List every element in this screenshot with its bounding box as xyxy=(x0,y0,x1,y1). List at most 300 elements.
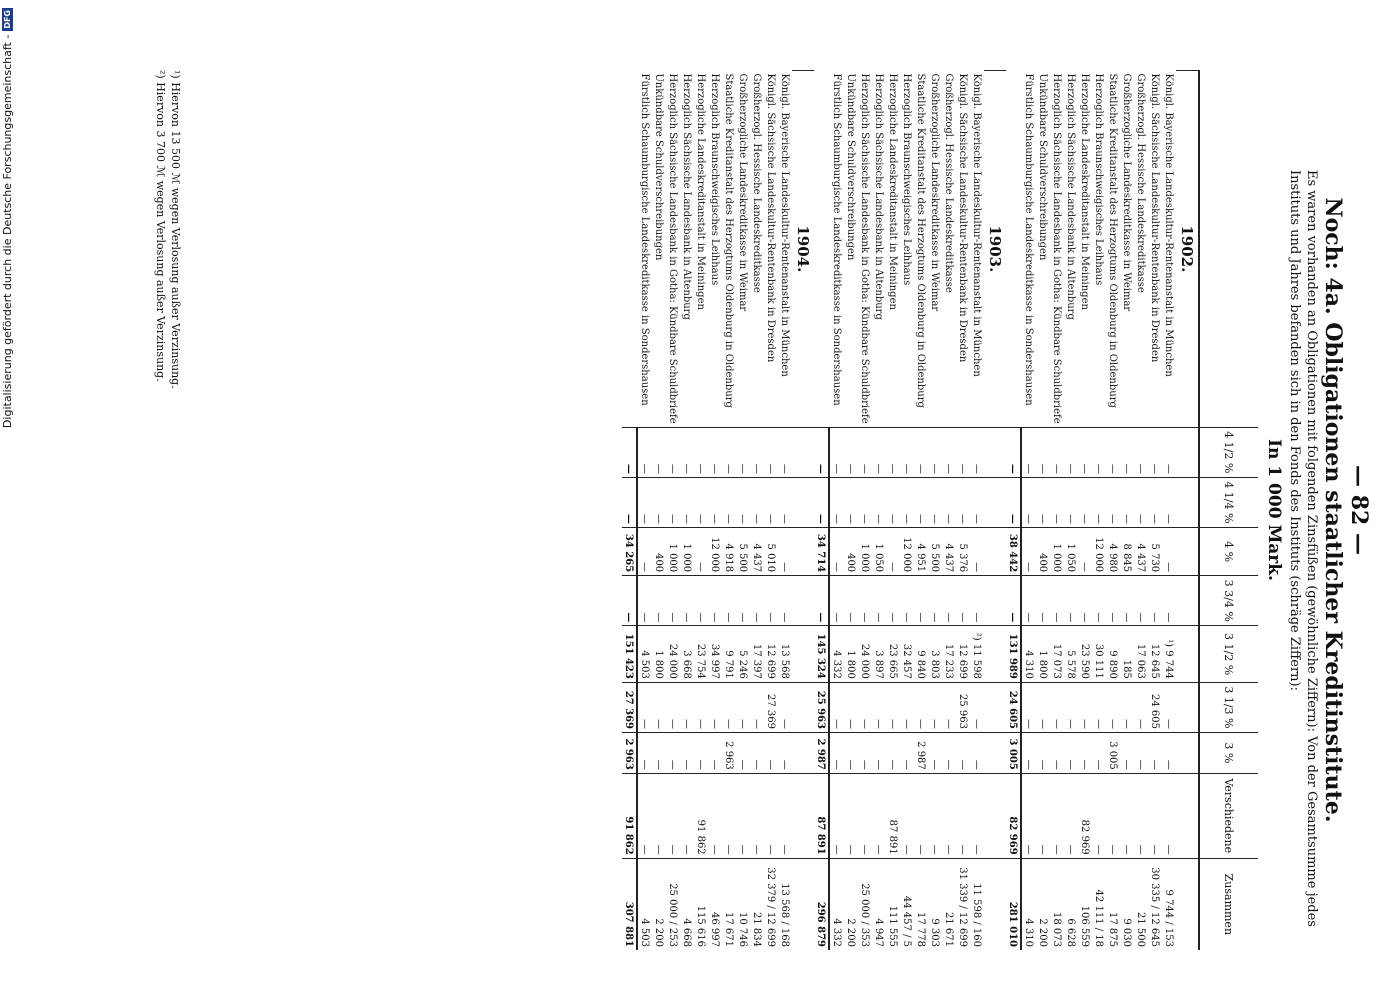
value-cell: 12 000 xyxy=(1092,527,1106,575)
value-cell: — xyxy=(1050,682,1064,732)
value-cell: — xyxy=(1148,733,1162,774)
value-cell: 4 437 xyxy=(942,527,956,575)
value-cell: — xyxy=(886,527,900,575)
value-cell: — xyxy=(858,477,872,527)
empty-cell xyxy=(1176,477,1199,527)
value-cell: — xyxy=(829,527,844,575)
value-cell: 4 310 xyxy=(1021,626,1036,683)
value-cell: — xyxy=(750,773,764,858)
value-cell: — xyxy=(1092,427,1106,477)
empty-cell xyxy=(984,477,1006,527)
value-cell: — xyxy=(1064,477,1078,527)
value-cell: — xyxy=(1134,733,1148,774)
table-body xyxy=(622,71,1199,951)
value-cell: — xyxy=(1021,576,1036,626)
institution-name: Großherzogl. Hessische Landeskreditkasse xyxy=(751,73,763,293)
value-cell: 4 437 xyxy=(750,527,764,575)
page-number: — 82 — xyxy=(1346,465,1372,555)
value-cell: — xyxy=(970,576,984,626)
value-cell: 5 246 xyxy=(736,626,750,683)
value-cell: — xyxy=(872,477,886,527)
value-cell: — xyxy=(942,733,956,774)
institution-name: Herzogliche Landeskreditanstalt in Meiningen xyxy=(1079,73,1091,310)
footnote-1: ¹) Hiervon 13 500 ℳ wegen Verlosung außer Verzinsung. xyxy=(169,70,182,389)
institution-name: Königl. Sächsische Landeskultur-Rentenbank in Dresden xyxy=(765,73,777,363)
value-cell: — xyxy=(956,576,970,626)
institution-name xyxy=(814,71,829,428)
credit-text: Digitalisierung gefördert durch die Deutsche Forschungsgemeinschaft - xyxy=(0,34,14,429)
empty-cell xyxy=(1176,626,1199,683)
value-cell: 4 668 xyxy=(680,858,694,950)
value-cell: — xyxy=(928,576,942,626)
value-cell: — xyxy=(858,773,872,858)
value-cell: — xyxy=(1036,477,1050,527)
value-cell: — xyxy=(750,477,764,527)
total-row xyxy=(1006,71,1021,951)
value-cell: 9 744 / 153 xyxy=(1162,858,1176,950)
value-cell: 23 754 xyxy=(694,626,708,683)
value-cell: — xyxy=(666,733,680,774)
value-cell: — xyxy=(750,733,764,774)
value-cell: — xyxy=(956,773,970,858)
empty-cell xyxy=(984,527,1006,575)
value-cell: 21 671 xyxy=(942,858,956,950)
empty-cell xyxy=(1176,773,1199,858)
value-cell: 13 568 xyxy=(778,626,792,683)
value-cell: 24 000 xyxy=(858,626,872,683)
value-cell: — xyxy=(764,477,778,527)
table-row xyxy=(1106,71,1120,951)
value-cell: — xyxy=(778,527,792,575)
table-row xyxy=(1162,71,1176,951)
value-cell: — xyxy=(1050,773,1064,858)
value-cell: — xyxy=(1078,576,1092,626)
value-cell: — xyxy=(1064,682,1078,732)
empty-cell xyxy=(792,527,814,575)
value-cell: 1 000 xyxy=(1050,527,1064,575)
value-cell: — xyxy=(1134,682,1148,732)
value-cell: — xyxy=(1050,733,1064,774)
institution-name xyxy=(622,71,637,428)
value-cell: — xyxy=(1148,477,1162,527)
table-row xyxy=(956,71,970,951)
table-row xyxy=(1064,71,1078,951)
institution-name: Fürstlich Schaumburgische Landeskreditkasse in Sondershausen xyxy=(831,73,842,406)
value-cell: — xyxy=(1148,427,1162,477)
value-cell: — xyxy=(722,576,736,626)
obligations-table xyxy=(622,70,1258,950)
value-cell: 17 875 xyxy=(1106,858,1120,950)
table-row xyxy=(680,71,694,951)
table-row xyxy=(722,71,736,951)
institution-name: Herzoglich Braunschweigisches Leihhaus xyxy=(901,73,913,286)
value-cell: — xyxy=(1120,682,1134,732)
year-heading: 1902. xyxy=(1176,71,1199,428)
value-cell: — xyxy=(652,773,666,858)
institution-name: Herzoglich Sächsische Landesbank in Gotha: Kündbare Schuldbriefe xyxy=(667,73,679,424)
institution-name: Herzoglich Sächsische Landesbank in Gotha: Kündbare Schuldbriefe xyxy=(859,73,871,424)
institution-name: Königl. Bayerische Landeskultur-Rentenanstalt in München xyxy=(971,73,983,377)
value-cell: 296 879 xyxy=(814,858,829,950)
empty-cell xyxy=(792,682,814,732)
total-row xyxy=(622,71,637,951)
table-row xyxy=(829,71,844,951)
table-row xyxy=(914,71,928,951)
value-cell: 3 897 xyxy=(872,626,886,683)
value-cell: — xyxy=(928,733,942,774)
value-cell: — xyxy=(680,733,694,774)
table-row xyxy=(764,71,778,951)
value-cell: 82 969 xyxy=(1078,773,1092,858)
value-cell: — xyxy=(970,527,984,575)
value-cell: 6 628 xyxy=(1064,858,1078,950)
value-cell: — xyxy=(900,733,914,774)
value-cell: 1 800 xyxy=(1036,626,1050,683)
empty-cell xyxy=(792,733,814,774)
value-cell: 17 397 xyxy=(750,626,764,683)
value-cell: — xyxy=(1006,576,1021,626)
value-cell: — xyxy=(872,773,886,858)
value-cell: — xyxy=(1106,682,1120,732)
value-cell: 5 500 xyxy=(736,527,750,575)
value-cell: — xyxy=(900,477,914,527)
value-cell: 46 997 xyxy=(708,858,722,950)
value-cell: — xyxy=(829,576,844,626)
column-header: Verschiedene xyxy=(1199,773,1258,858)
empty-cell xyxy=(792,773,814,858)
value-cell: 4 951 xyxy=(914,527,928,575)
value-cell: — xyxy=(1050,477,1064,527)
table-row xyxy=(1134,71,1148,951)
column-header: 4 1/4 % xyxy=(1199,477,1258,527)
table-row xyxy=(1036,71,1050,951)
value-cell: — xyxy=(1120,773,1134,858)
value-cell: — xyxy=(1078,477,1092,527)
value-cell: 5 376 xyxy=(956,527,970,575)
value-cell: 34 714 xyxy=(814,527,829,575)
value-cell: — xyxy=(914,576,928,626)
value-cell: — xyxy=(622,576,637,626)
value-cell: — xyxy=(666,477,680,527)
table-row xyxy=(666,71,680,951)
value-cell: — xyxy=(900,773,914,858)
value-cell: — xyxy=(872,733,886,774)
empty-cell xyxy=(1176,527,1199,575)
empty-cell xyxy=(984,626,1006,683)
value-cell: — xyxy=(622,477,637,527)
value-cell: — xyxy=(829,773,844,858)
value-cell: — xyxy=(886,477,900,527)
value-cell: — xyxy=(956,427,970,477)
value-cell: — xyxy=(1162,733,1176,774)
value-cell: 9 303 xyxy=(928,858,942,950)
value-cell: ²) 11 598 xyxy=(970,626,984,683)
column-header: 4 1/2 % xyxy=(1199,427,1258,477)
value-cell: — xyxy=(694,682,708,732)
value-cell: — xyxy=(666,576,680,626)
value-cell: 3 005 xyxy=(1006,733,1021,774)
empty-cell xyxy=(984,773,1006,858)
table-row xyxy=(970,71,984,951)
value-cell: 30 111 xyxy=(1092,626,1106,683)
value-cell: — xyxy=(942,477,956,527)
value-cell: — xyxy=(942,773,956,858)
value-cell: 12 000 xyxy=(708,527,722,575)
value-cell: — xyxy=(652,576,666,626)
value-cell: — xyxy=(694,527,708,575)
institution-name: Herzoglich Braunschweigisches Leihhaus xyxy=(709,73,721,286)
value-cell: 42 111 / 18 xyxy=(1092,858,1106,950)
year-heading: 1904. xyxy=(792,71,814,428)
institution-name: Herzoglich Sächsische Landesbank in Gotha: Kündbare Schuldbriefe xyxy=(1051,73,1063,424)
table-row xyxy=(844,71,858,951)
value-cell: — xyxy=(652,733,666,774)
value-cell: — xyxy=(708,682,722,732)
value-cell: 145 324 xyxy=(814,626,829,683)
empty-cell xyxy=(1176,858,1199,950)
value-cell: 1 000 xyxy=(666,527,680,575)
value-cell: 2 200 xyxy=(652,858,666,950)
value-cell: 27 369 xyxy=(622,682,637,732)
institution-name: Staatliche Kreditanstalt des Herzogtums Oldenburg in Oldenburg xyxy=(1107,73,1119,408)
value-cell: — xyxy=(970,427,984,477)
value-cell: — xyxy=(956,477,970,527)
empty-cell xyxy=(1176,682,1199,732)
value-cell: — xyxy=(928,682,942,732)
value-cell: — xyxy=(1106,773,1120,858)
value-cell: — xyxy=(1064,576,1078,626)
institution-name: Unkündbare Schuldverschreibungen xyxy=(653,73,665,261)
value-cell: — xyxy=(680,576,694,626)
empty-cell xyxy=(792,626,814,683)
value-cell: — xyxy=(1092,733,1106,774)
institution-name: Herzogliche Landeskreditanstalt in Meiningen xyxy=(695,73,707,310)
value-cell: — xyxy=(900,682,914,732)
value-cell: 151 423 xyxy=(622,626,637,683)
value-cell: — xyxy=(1162,576,1176,626)
value-cell: — xyxy=(1092,773,1106,858)
value-cell: — xyxy=(778,477,792,527)
value-cell: — xyxy=(1064,427,1078,477)
value-cell: — xyxy=(1162,682,1176,732)
value-cell: — xyxy=(637,773,652,858)
column-header: Zusammen xyxy=(1199,858,1258,950)
empty-cell xyxy=(1176,576,1199,626)
value-cell: 87 891 xyxy=(886,773,900,858)
value-cell: — xyxy=(1134,477,1148,527)
value-cell: — xyxy=(844,773,858,858)
value-cell: 21 500 xyxy=(1134,858,1148,950)
value-cell: — xyxy=(722,773,736,858)
page-title: Noch: 4a. Obligationen staatlicher Kreditinstitute. xyxy=(1320,197,1346,823)
value-cell: 111 555 xyxy=(886,858,900,950)
value-cell: 4 918 xyxy=(722,527,736,575)
dfg-logo: DFG xyxy=(2,10,12,29)
value-cell: 2 200 xyxy=(1036,858,1050,950)
institution-name: Fürstlich Schaumburgische Landeskreditkasse in Sondershausen xyxy=(1023,73,1034,406)
value-cell: 12 645 xyxy=(1148,626,1162,683)
value-cell: 1 800 xyxy=(652,626,666,683)
value-cell: 2 200 xyxy=(844,858,858,950)
value-cell: ¹) 9 744 xyxy=(1162,626,1176,683)
value-cell: 400 xyxy=(1036,527,1050,575)
institution-name: Großherzogliche Landeskreditkasse in Weimar xyxy=(929,73,941,312)
value-cell: — xyxy=(858,427,872,477)
value-cell: — xyxy=(736,427,750,477)
value-cell: — xyxy=(736,773,750,858)
value-cell: — xyxy=(886,576,900,626)
value-cell: — xyxy=(694,477,708,527)
value-cell: — xyxy=(886,682,900,732)
value-cell: 34 997 xyxy=(708,626,722,683)
empty-cell xyxy=(792,427,814,477)
value-cell: 21 834 xyxy=(750,858,764,950)
value-cell: 4 503 xyxy=(637,858,652,950)
value-cell: — xyxy=(778,576,792,626)
value-cell: — xyxy=(1036,773,1050,858)
value-cell: 27 369 xyxy=(764,682,778,732)
institution-name: Staatliche Kreditanstalt des Herzogtums Oldenburg in Oldenburg xyxy=(915,73,927,408)
value-cell: 24 605 xyxy=(1006,682,1021,732)
empty-cell xyxy=(792,858,814,950)
value-cell: 24 000 xyxy=(666,626,680,683)
value-cell: 5 010 xyxy=(764,527,778,575)
value-cell: — xyxy=(956,733,970,774)
table-row xyxy=(637,71,652,951)
institution-header xyxy=(1199,71,1258,428)
value-cell: — xyxy=(1120,576,1134,626)
value-cell: 4 503 xyxy=(637,626,652,683)
value-cell: 106 559 xyxy=(1078,858,1092,950)
value-cell: 31 339 / 12 699 xyxy=(956,858,970,950)
table-row xyxy=(872,71,886,951)
value-cell: — xyxy=(914,427,928,477)
value-cell: — xyxy=(1120,733,1134,774)
value-cell: — xyxy=(1092,576,1106,626)
value-cell: — xyxy=(722,682,736,732)
table-row xyxy=(1050,71,1064,951)
institution-name: Königl. Bayerische Landeskultur-Rentenanstalt in München xyxy=(779,73,791,377)
institution-name: Königl. Sächsische Landeskultur-Rentenbank in Dresden xyxy=(1149,73,1161,363)
institution-name: Fürstlich Schaumburgische Landeskreditkasse in Sondershausen xyxy=(639,73,650,406)
value-cell: — xyxy=(1162,773,1176,858)
value-cell: 25 000 / 253 xyxy=(666,858,680,950)
value-cell: — xyxy=(1120,477,1134,527)
value-cell: 4 332 xyxy=(829,626,844,683)
value-cell: — xyxy=(1036,733,1050,774)
column-header: 3 1/2 % xyxy=(1199,626,1258,683)
value-cell: 91 862 xyxy=(622,773,637,858)
value-cell: 9 030 xyxy=(1120,858,1134,950)
table-row xyxy=(708,71,722,951)
document-page xyxy=(150,70,1372,950)
footnote-2: ²) Hiervon 3 700 ℳ wegen Verlosung außer Verzinsung. xyxy=(154,70,167,382)
year-heading-row xyxy=(1176,71,1199,951)
total-row xyxy=(814,71,829,951)
value-cell: 3 005 xyxy=(1106,733,1120,774)
value-cell: — xyxy=(814,477,829,527)
value-cell: 18 073 xyxy=(1050,858,1064,950)
value-cell: 1 050 xyxy=(1064,527,1078,575)
table-row xyxy=(942,71,956,951)
empty-cell xyxy=(1176,427,1199,477)
value-cell: 4 332 xyxy=(829,858,844,950)
value-cell: — xyxy=(736,576,750,626)
value-cell: 12 000 xyxy=(900,527,914,575)
value-cell: 8 845 xyxy=(1120,527,1134,575)
value-cell: — xyxy=(814,427,829,477)
value-cell: — xyxy=(970,773,984,858)
value-cell: — xyxy=(829,427,844,477)
value-cell: — xyxy=(708,733,722,774)
value-cell: — xyxy=(722,427,736,477)
value-cell: — xyxy=(680,682,694,732)
value-cell: — xyxy=(750,427,764,477)
value-cell: — xyxy=(666,427,680,477)
value-cell: 131 989 xyxy=(1006,626,1021,683)
table-row xyxy=(900,71,914,951)
value-cell: 17 063 xyxy=(1134,626,1148,683)
table-row xyxy=(1092,71,1106,951)
value-cell: — xyxy=(970,733,984,774)
value-cell: — xyxy=(1050,576,1064,626)
value-cell: — xyxy=(637,527,652,575)
value-cell: — xyxy=(1106,576,1120,626)
institution-name: Herzoglich Braunschweigisches Leihhaus xyxy=(1093,73,1105,286)
value-cell: 11 598 / 160 xyxy=(970,858,984,950)
value-cell: 1 800 xyxy=(844,626,858,683)
value-cell: 5 500 xyxy=(928,527,942,575)
value-cell: — xyxy=(764,773,778,858)
value-cell: — xyxy=(694,427,708,477)
value-cell: — xyxy=(680,427,694,477)
value-cell: 44 457 / 5 xyxy=(900,858,914,950)
value-cell: — xyxy=(1036,682,1050,732)
value-cell: — xyxy=(1078,527,1092,575)
value-cell: — xyxy=(886,733,900,774)
institution-name: Großherzogliche Landeskreditkasse in Weimar xyxy=(1121,73,1133,312)
value-cell: — xyxy=(928,773,942,858)
value-cell: 400 xyxy=(652,527,666,575)
value-cell: — xyxy=(814,576,829,626)
table-row xyxy=(1120,71,1134,951)
value-cell: — xyxy=(928,477,942,527)
value-cell: — xyxy=(736,477,750,527)
value-cell: 17 233 xyxy=(942,626,956,683)
value-cell: — xyxy=(1036,576,1050,626)
value-cell: — xyxy=(778,682,792,732)
value-cell: 13 568 / 168 xyxy=(778,858,792,950)
value-cell: — xyxy=(652,427,666,477)
value-cell: — xyxy=(722,477,736,527)
unit-label: In 1 000 Mark. xyxy=(1264,439,1284,581)
value-cell: — xyxy=(708,477,722,527)
value-cell: — xyxy=(1006,427,1021,477)
value-cell: — xyxy=(844,682,858,732)
value-cell: 25 963 xyxy=(814,682,829,732)
empty-cell xyxy=(984,576,1006,626)
value-cell: 91 862 xyxy=(694,773,708,858)
value-cell: 9 791 xyxy=(722,626,736,683)
value-cell: 38 442 xyxy=(1006,527,1021,575)
value-cell: 32 457 xyxy=(900,626,914,683)
value-cell: — xyxy=(1162,477,1176,527)
value-cell: — xyxy=(1106,477,1120,527)
year-heading-row xyxy=(984,71,1006,951)
value-cell: 115 616 xyxy=(694,858,708,950)
value-cell: 1 000 xyxy=(680,527,694,575)
value-cell: 2 987 xyxy=(914,733,928,774)
